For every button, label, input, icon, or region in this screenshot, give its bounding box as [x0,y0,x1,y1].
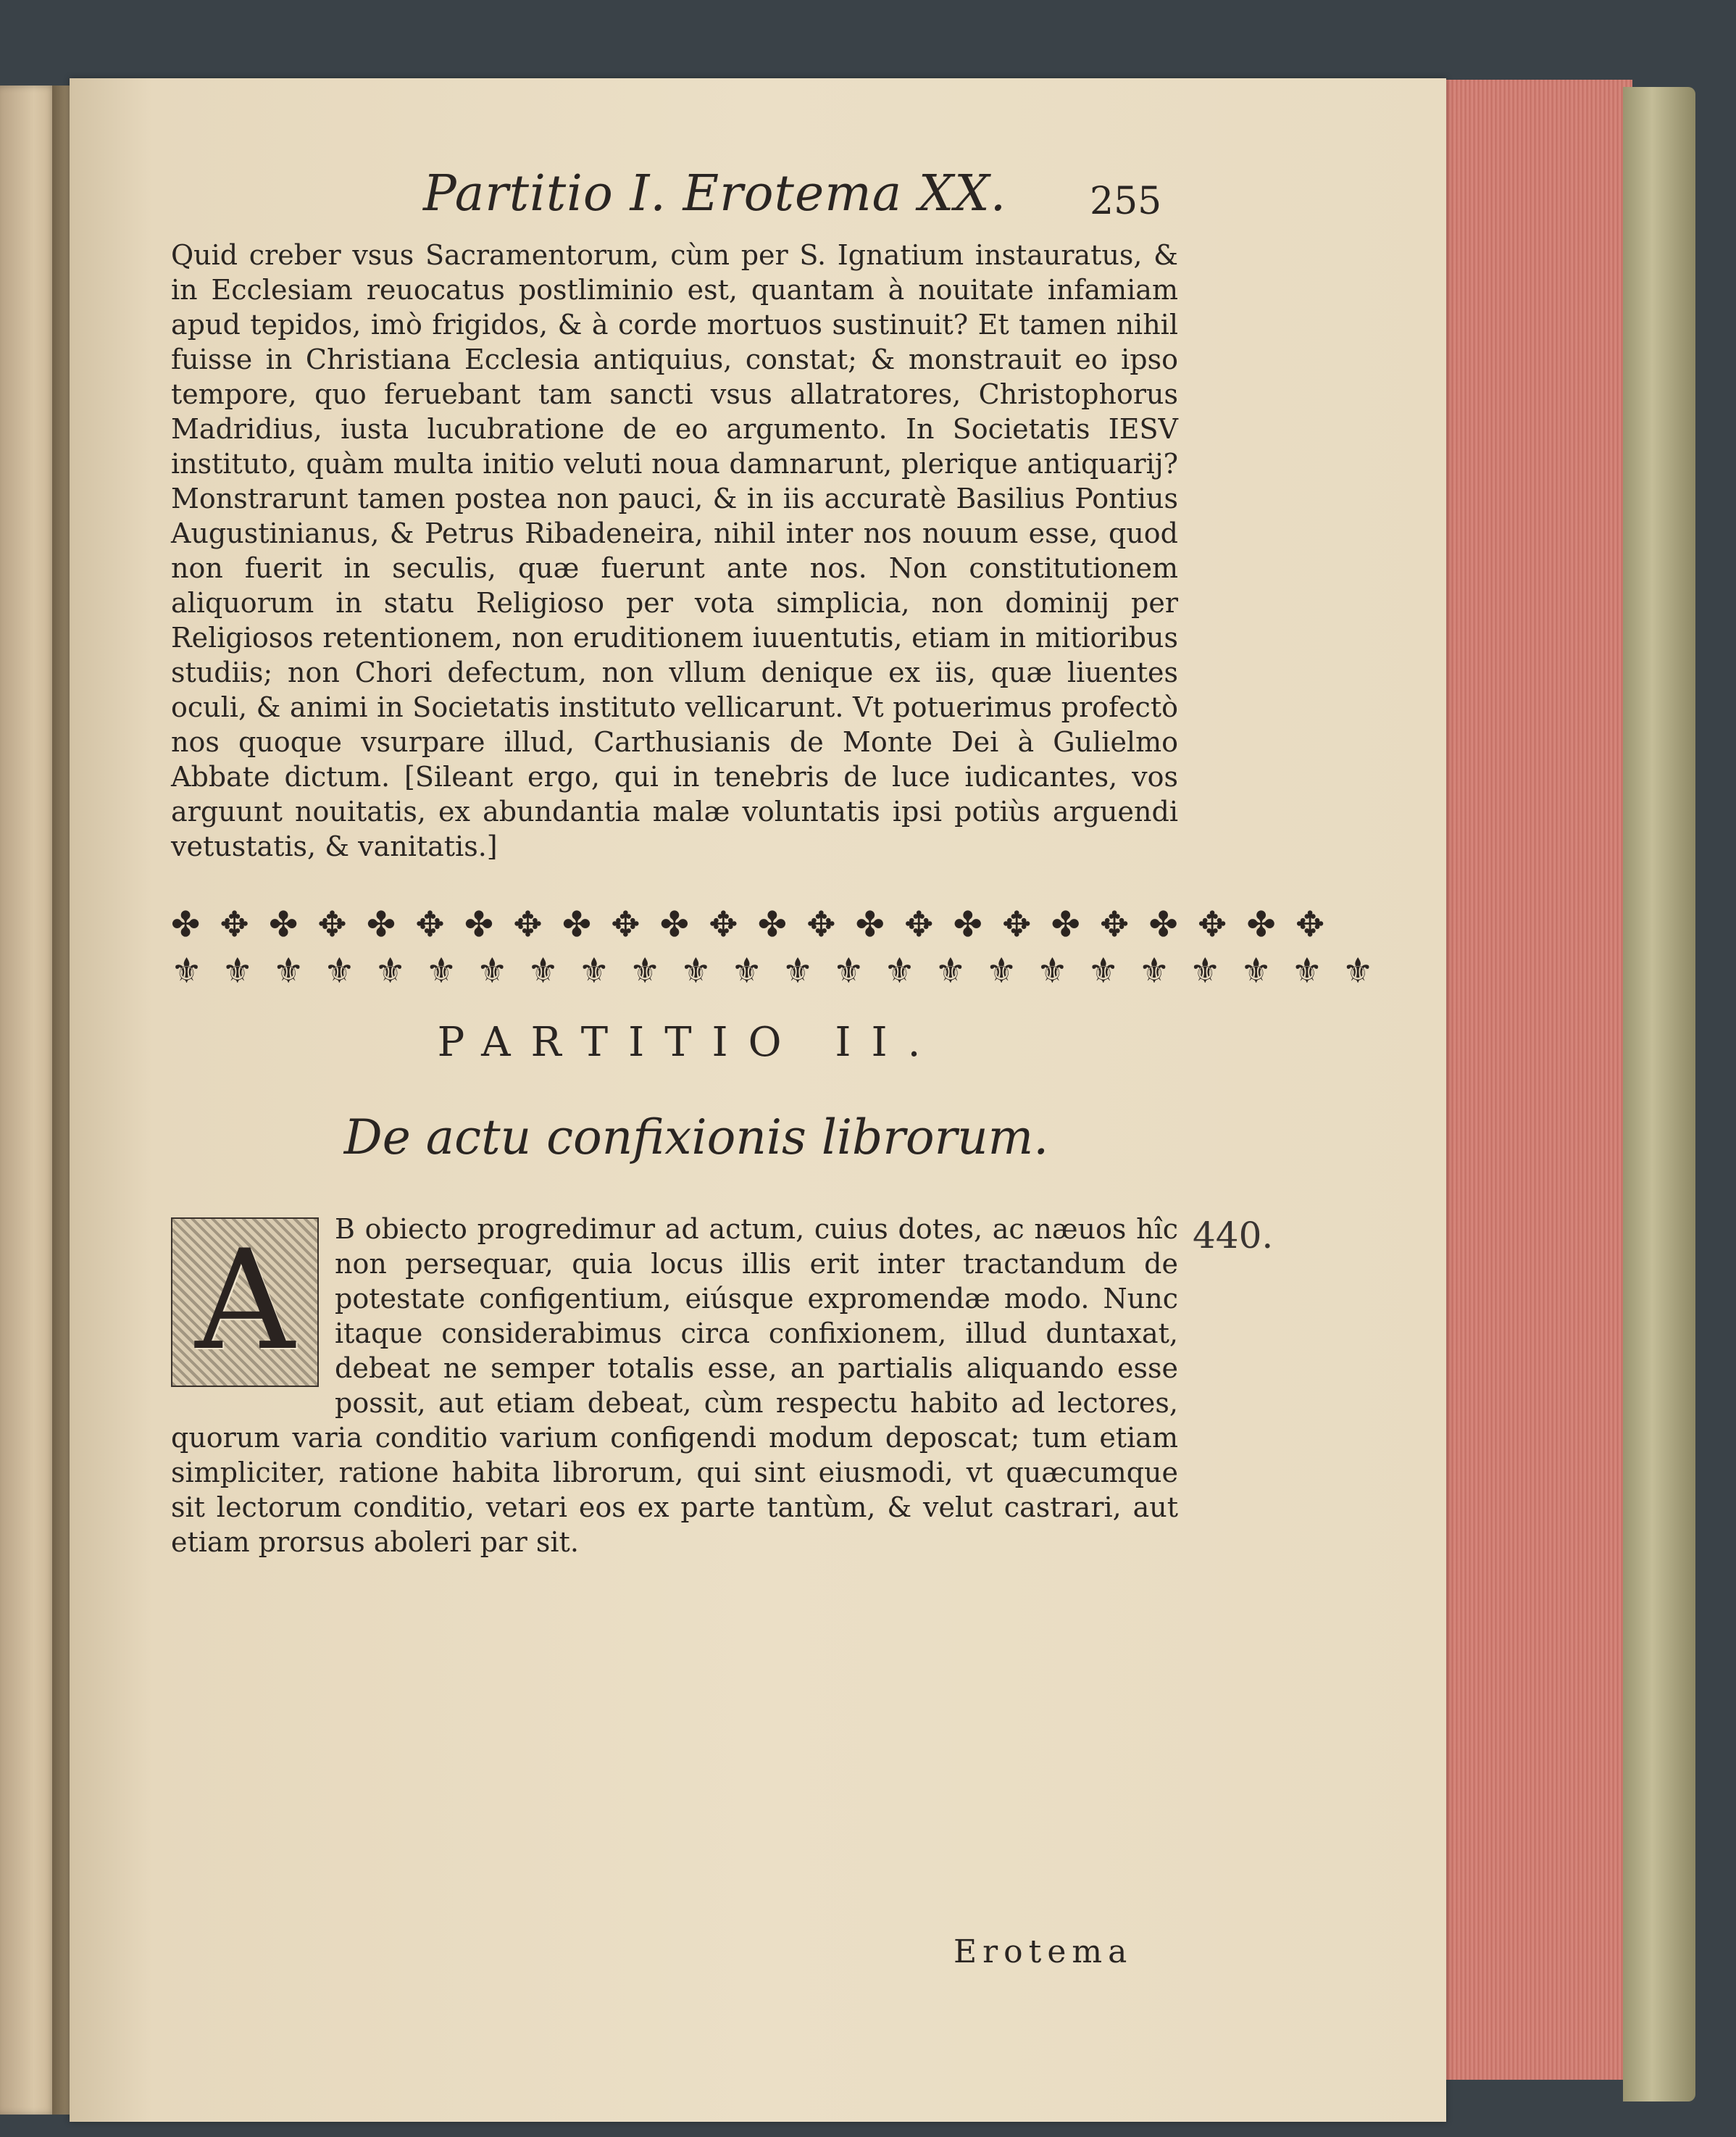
ornament-row: ⚜ ⚜ ⚜ ⚜ ⚜ ⚜ ⚜ ⚜ ⚜ ⚜ ⚜ ⚜ ⚜ ⚜ ⚜ ⚜ ⚜ ⚜ ⚜ ⚜ ⚜ ⚜ ⚜ ⚜ [171,951,1378,991]
ornamental-divider [171,901,1378,1003]
book-cover-edge [1623,87,1695,2101]
page-number: 255 [1090,180,1162,223]
body-paragraph: Quid creber vsus Sacramentorum, cùm per S. Ignatium instauratus, & in Ecclesiam reuocatus postliminio est, quantam à nouitate infamiam apud tepidos, imò frigidos, & à corde mortuos sustinuit? Et tamen nihil fuisse in Christiana Ecclesia antiquius, constat; & monstrauit eo ipso tempore, quo feruebant tam sancti vsus allatratores, Christophorus Madridius, iusta lucubratione de eo argumento. In Societatis IESV instituto, quàm multa initio veluti noua damnarunt, plerique antiquarij? Monstrarunt tamen postea non pauci, & in iis accuratè Basilius Pontius Augustinianus, & Petrus Ribadeneira, nihil inter nos nouum esse, quod non fuerit in seculis, quæ fuerunt ante nos. Non constitutionem aliquorum in statu Religioso per vota simplicia, non dominij per Religiosos retentionem, non eruditionem iuuentutis, etiam in mitioribus studiis; non Chori defectum, non vllum denique ex iis, quæ liuentes oculi, & animi in Societatis instituto vellicarunt. Vt potuerimus profectò nos quoque vsurpare illud, Carthusianis de Monte Dei à Gulielmo Abbate dictum. [Sileant ergo, qui in tenebris de luce iudicantes, vos arguunt nouitatis, ex abundantia malæ voluntatis ipsi potiùs arguendi vetustatis, & vanitatis.] [171,239,1178,862]
section-body [171,1212,1274,1559]
left-page-edge [0,86,57,2115]
margin-note: 440. [1193,1215,1274,1257]
section-paragraph: B obiecto progredimur ad actum, cuius dotes, ac næuos hîc non persequar, quia locus illis erit inter tractandum de potestate configentium, eiúsque expromendæ modo. Nunc itaque considerabimus circa confixionem, illud duntaxat, debeat ne semper totalis esse, an partialis aliquando esse possit, aut etiam debeat, cùm respectu habito ad lectores, quorum varia conditio varium configendi modum deposcat; tum etiam simpliciter, ratione habita librorum, qui sint eiusmodi, vt quæcumque sit lectorum conditio, vetari eos ex parte tantùm, & velut castrari, aut etiam prorsus aboleri par sit. [171,1213,1178,1558]
catchword: Erotema [953,1933,1133,1970]
part-subtitle: De actu confixionis librorum. [343,1109,1049,1165]
dropcap-letter: A [195,1220,295,1380]
part-heading: PARTITIO II. [437,1019,941,1066]
page-edges-red [1442,80,1632,2080]
decorated-initial [171,1217,319,1387]
page-header [171,165,1178,230]
page-content [171,165,1378,1970]
ornament-row: ✤ ✥ ✤ ✥ ✤ ✥ ✤ ✥ ✤ ✥ ✤ ✥ ✤ ✥ ✤ ✥ ✤ ✥ ✤ ✥ ✤ ✥ ✤ ✥ [171,904,1330,945]
running-title: Partitio I. Erotema XX. [423,165,1007,222]
